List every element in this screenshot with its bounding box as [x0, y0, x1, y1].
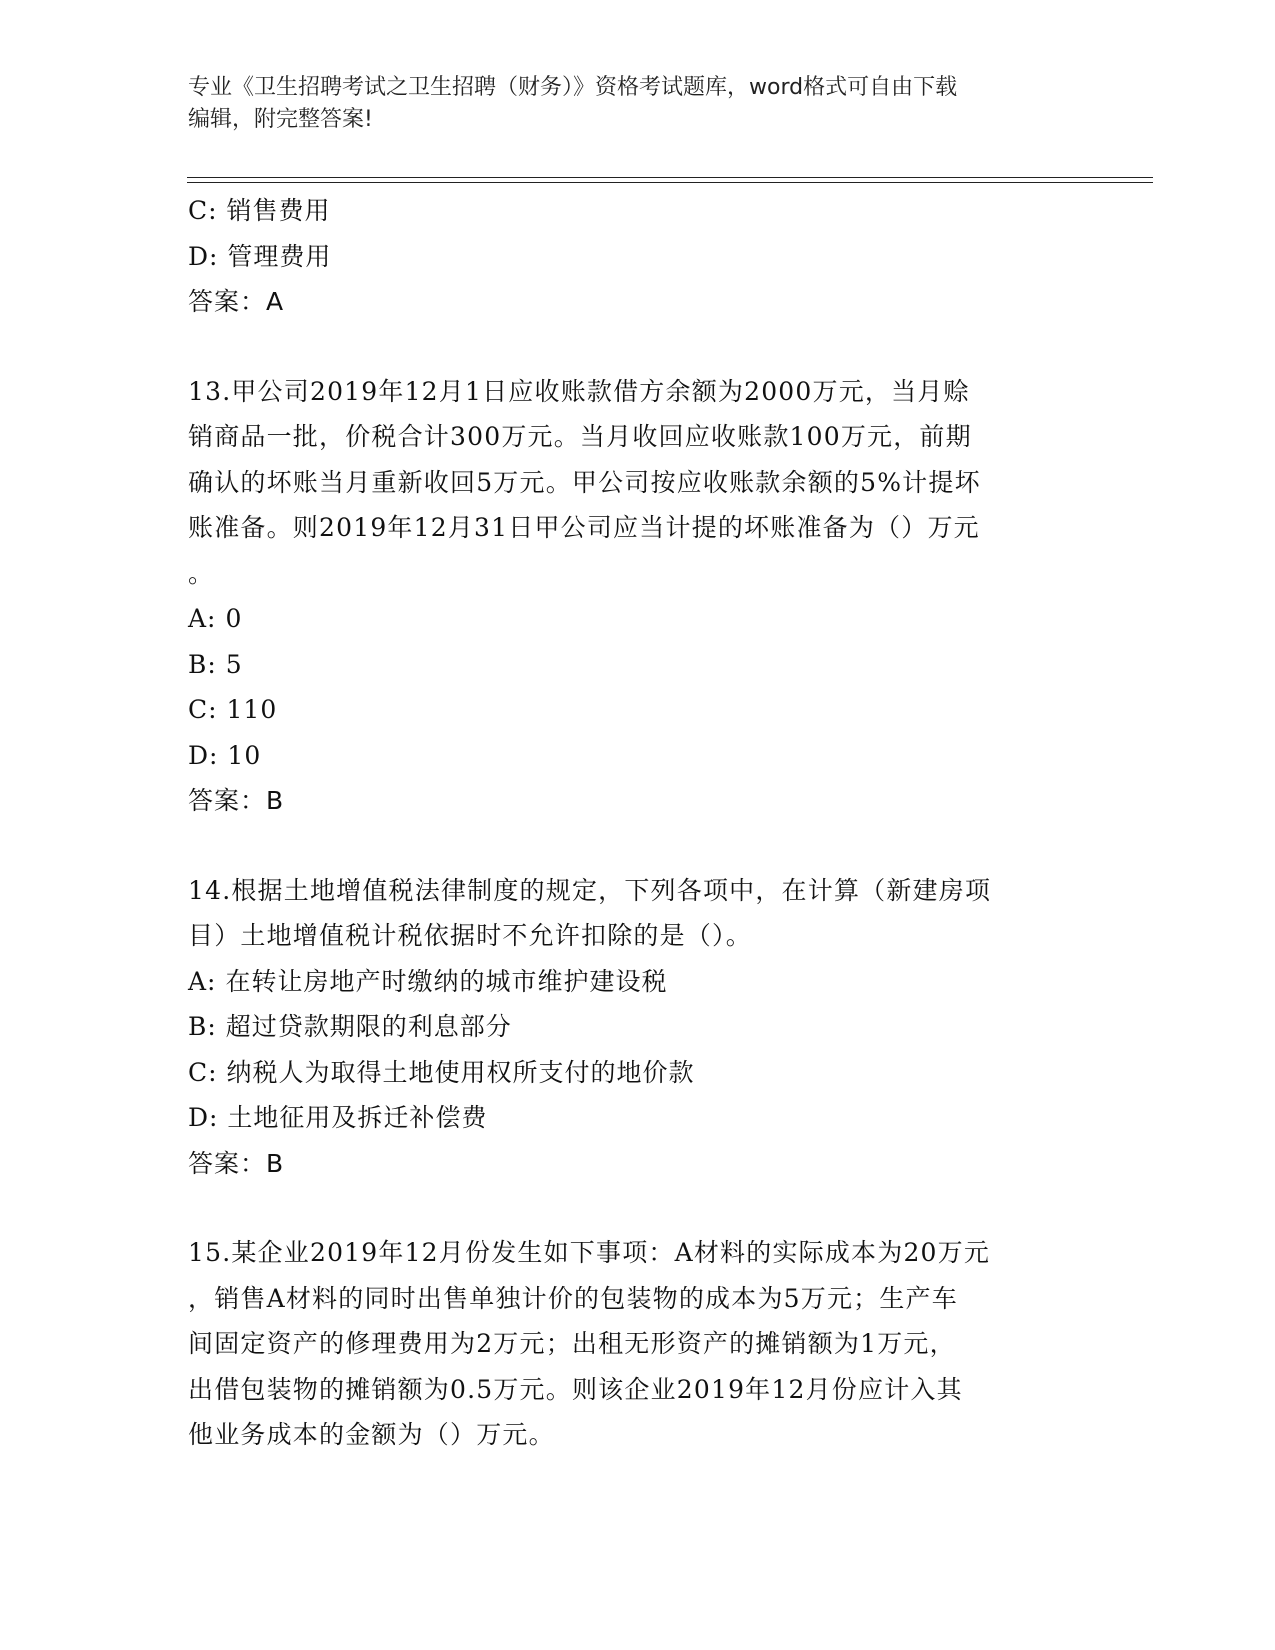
question-text-line: 他业务成本的金额为（）万元。 — [188, 1420, 555, 1449]
option-c: C: 销售费用 — [188, 196, 331, 225]
question-text-line: 间固定资产的修理费用为2万元；出租无形资产的摊销额为1万元， — [188, 1329, 956, 1358]
question-14 — [188, 868, 1093, 1187]
option-a: A: 0 — [188, 604, 243, 633]
option-c: C: 110 — [188, 695, 278, 724]
option-b: B: 超过贷款期限的利息部分 — [188, 1012, 512, 1041]
question-text-line: 15.某企业2019年12月份发生如下事项：A材料的实际成本为20万元 — [188, 1238, 991, 1267]
option-d: D: 管理费用 — [188, 241, 332, 271]
question-text-line: 目）土地增值税计税依据时不允许扣除的是（）。 — [188, 921, 752, 950]
answer: 答案：B — [188, 1148, 285, 1178]
option-b: B: 5 — [188, 649, 243, 679]
header-line-1: 专业《卫生招聘考试之卫生招聘（财务）》资格考试题库，word格式可自由下载 — [188, 75, 958, 100]
question-content — [188, 188, 1093, 1458]
question-text-line: 13.甲公司2019年12月1日应收账款借方余额为2000万元，当月赊 — [188, 376, 970, 406]
spacer — [188, 1186, 1093, 1230]
question-text-line: ，销售A材料的同时出售单独计价的包装物的成本为5万元；生产车 — [188, 1283, 958, 1313]
question-text-line: 确认的坏账当月重新收回5万元。甲公司按应收账款余额的5%计提坏 — [188, 467, 981, 497]
header-rule-top — [187, 177, 1153, 178]
document-header — [188, 72, 1068, 136]
question-text-line: 销商品一批，价税合计300万元。当月收回应收账款100万元，前期 — [188, 422, 972, 451]
header-line-2: 编辑，附完整答案! — [188, 107, 373, 132]
spacer — [188, 325, 1093, 369]
question-13 — [188, 369, 1093, 824]
header-rule-bottom — [187, 182, 1153, 183]
question-15 — [188, 1230, 1093, 1458]
option-c: C: 纳税人为取得土地使用权所支付的地价款 — [188, 1057, 695, 1087]
option-a: A: 在转让房地产时缴纳的城市维护建设税 — [188, 966, 668, 996]
question-text-line: 账准备。则2019年12月31日甲公司应当计提的坏账准备为（）万元 — [188, 513, 980, 542]
question-text-line: 14.根据土地增值税法律制度的规定，下列各项中，在计算（新建房项 — [188, 875, 992, 905]
option-d: D: 土地征用及拆迁补偿费 — [188, 1103, 488, 1132]
question-text-line: 。 — [188, 558, 215, 588]
spacer — [188, 824, 1093, 868]
question-text-line: 出借包装物的摊销额为0.5万元。则该企业2019年12月份应计入其 — [188, 1374, 963, 1404]
option-d: D: 10 — [188, 740, 262, 770]
answer: 答案：A — [188, 287, 285, 316]
answer: 答案：B — [188, 786, 285, 815]
